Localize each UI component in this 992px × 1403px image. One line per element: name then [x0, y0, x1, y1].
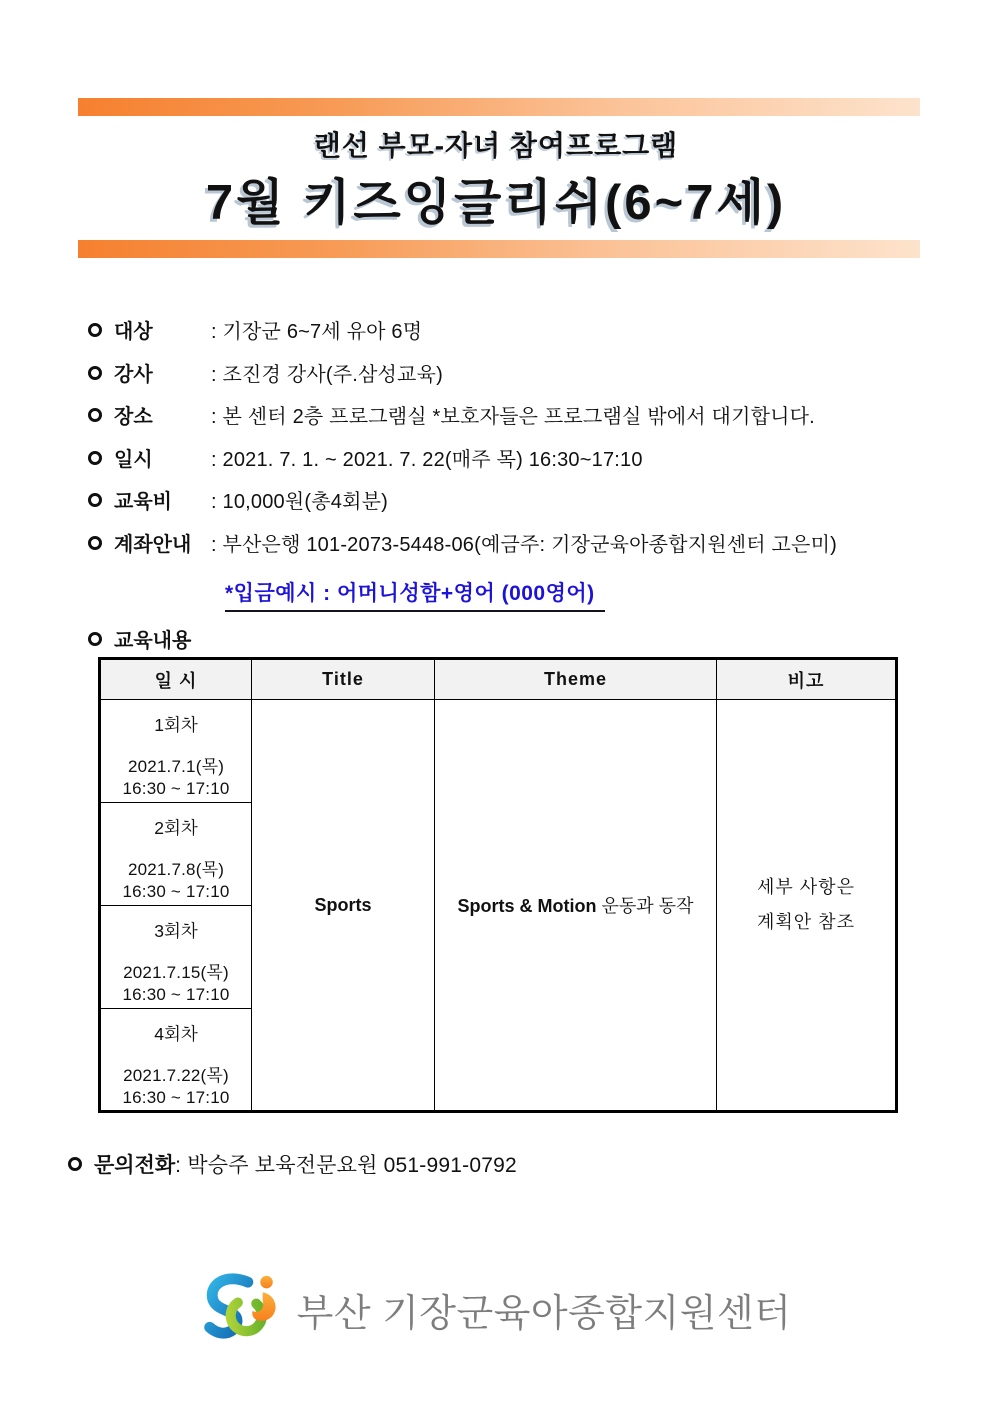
list-item-fee [88, 490, 928, 514]
session-number: 2회차 [154, 818, 198, 838]
info-label: 일시 [114, 448, 153, 471]
program-subtitle: 랜선 부모-자녀 참여프로그램 [313, 130, 679, 161]
session-number: 4회차 [154, 1024, 198, 1044]
info-label: 강사 [114, 363, 153, 386]
info-label: 대상 [114, 321, 153, 343]
theme-english-text: Sports & Motion [457, 896, 597, 916]
session-cell-1 [100, 700, 252, 803]
info-value: : 10,000원(총4회분) [211, 491, 389, 513]
circle-bullet-icon [88, 493, 102, 507]
circle-bullet-icon [88, 451, 102, 465]
circle-bullet-icon [68, 1157, 82, 1171]
list-item-instructor [88, 363, 928, 387]
info-label: 장소 [114, 406, 153, 428]
title-cell-text: Sports [314, 894, 372, 915]
schedule-table [98, 657, 898, 1113]
circle-bullet-icon [88, 536, 102, 550]
session-time: 16:30 ~ 17:10 [122, 1088, 230, 1107]
theme-cell [435, 700, 717, 1112]
contact-label: 문의전화 [94, 1154, 176, 1177]
session-number: 1회차 [154, 715, 198, 735]
info-value: : 기장군 6~7세 유아 6명 [211, 321, 423, 343]
circle-bullet-icon [88, 408, 102, 422]
session-time: 16:30 ~ 17:10 [122, 779, 230, 798]
info-value: : 본 센터 2층 프로그램실 *보호자들은 프로그램실 밖에서 대기합니다. [211, 406, 815, 428]
session-cell-3 [100, 906, 252, 1009]
info-value: : 부산은행 101-2073-5448-06(예금주: 기장군육아종합지원센터 고은미) [211, 533, 837, 556]
note-cell [717, 700, 897, 1112]
session-time: 16:30 ~ 17:10 [122, 882, 230, 901]
section-label-contents: 교육내용 [114, 630, 192, 652]
circle-bullet-icon [88, 366, 102, 380]
list-item-contents [88, 629, 928, 653]
circle-bullet-icon [88, 632, 102, 646]
info-value: : 조진경 강사(주.삼성교육) [211, 363, 443, 386]
top-gradient-bar [78, 98, 920, 116]
session-time: 16:30 ~ 17:10 [122, 985, 230, 1004]
info-label: 계좌안내 [114, 533, 192, 556]
table-header-row [100, 659, 897, 700]
session-date: 2021.7.15(목) [123, 963, 229, 982]
info-label: 교육비 [114, 491, 172, 513]
column-header-datetime: 일 시 [100, 659, 252, 700]
theme-korean-text: 운동과 동작 [601, 896, 694, 916]
list-item-account [88, 533, 928, 557]
footer-logo [0, 1272, 992, 1346]
session-number: 3회차 [154, 921, 198, 941]
title-cell [252, 700, 435, 1112]
list-item-target [88, 320, 928, 344]
column-header-note: 비고 [717, 659, 897, 700]
page-title: 7월 키즈잉글리쉬(6~7세) [205, 176, 787, 230]
list-item-datetime [88, 448, 928, 472]
bottom-gradient-bar [78, 240, 920, 258]
center-logo-icon [201, 1272, 283, 1346]
deposit-example-note: *입금예시 : 어머니성함+영어 (000영어) [225, 577, 605, 612]
info-value: : 2021. 7. 1. ~ 2021. 7. 22(매주 목) 16:30~17:10 [211, 448, 643, 471]
session-cell-2 [100, 803, 252, 906]
table-row [100, 700, 897, 803]
program-info-list [88, 320, 928, 672]
org-name-text: 부산 기장군육아종합지원센터 [296, 1292, 792, 1335]
list-item-place [88, 405, 928, 429]
column-header-title: Title [252, 659, 435, 700]
column-header-theme: Theme [435, 659, 717, 700]
contact-value: : 박승주 보육전문요원 051-991-0792 [175, 1154, 517, 1177]
note-line: 세부 사항은 [757, 877, 855, 897]
session-date: 2021.7.22(목) [123, 1066, 229, 1085]
circle-bullet-icon [88, 323, 102, 337]
session-date: 2021.7.8(목) [127, 860, 225, 879]
session-date: 2021.7.1(목) [127, 757, 225, 776]
note-line: 계획안 참조 [757, 912, 855, 932]
contact-line [68, 1153, 517, 1178]
session-cell-4 [100, 1009, 252, 1112]
